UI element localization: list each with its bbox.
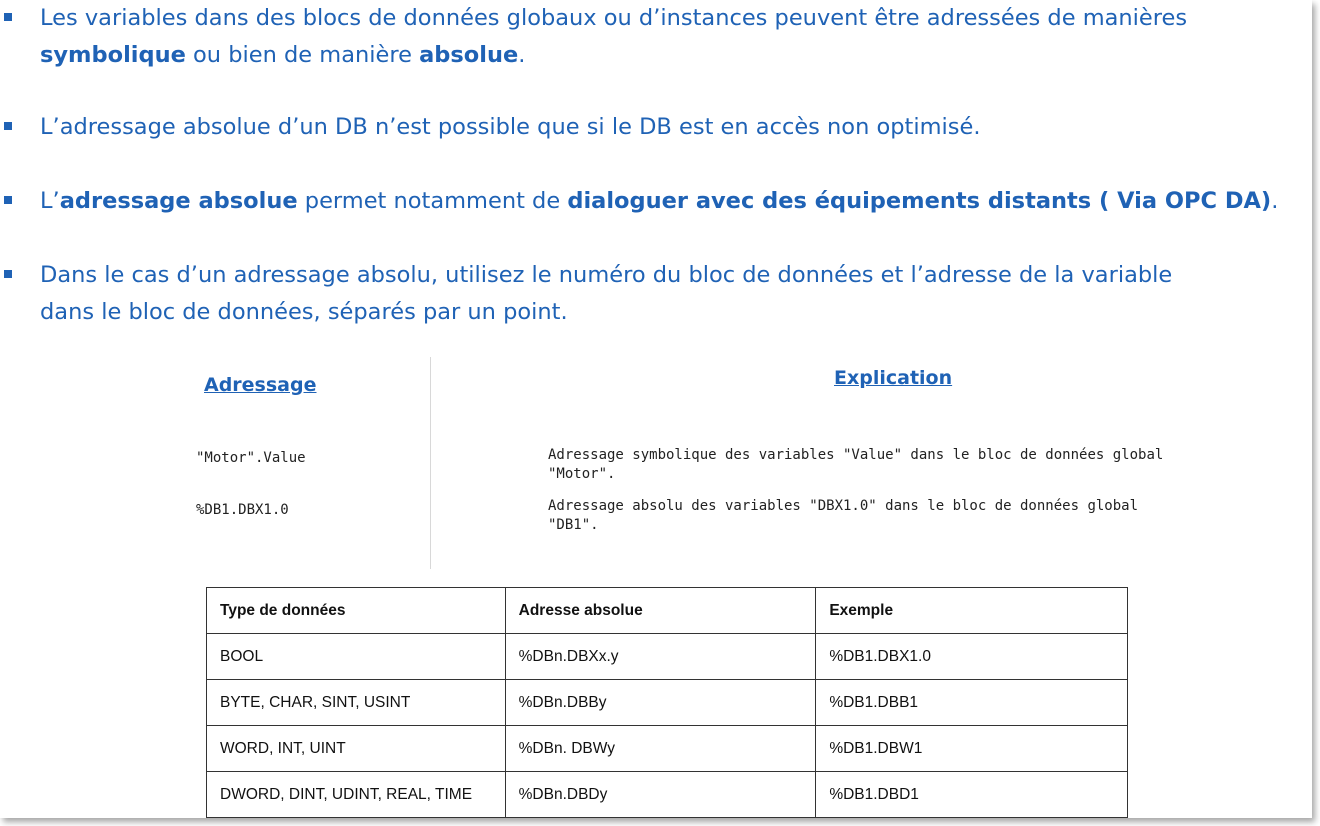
bullet-span: . (518, 42, 526, 68)
explanation-absolute-line2: "DB1". (548, 517, 599, 533)
header-address: Adresse absolue (505, 588, 816, 634)
cell-example: %DB1.DBD1 (816, 772, 1128, 818)
header-type: Type de données (207, 588, 506, 634)
bold-term: adressage absolue (59, 188, 298, 214)
cell-address: %DBn.DBBy (505, 680, 816, 726)
bullet-span: dans le bloc de données, séparés par un point. (40, 299, 568, 325)
cell-address: %DBn.DBDy (505, 772, 816, 818)
column-divider (430, 357, 431, 569)
table-row (207, 680, 1128, 726)
bullet-line (40, 257, 1172, 294)
bullet-text-4 (40, 257, 1172, 331)
cell-example: %DB1.DBX1.0 (816, 634, 1128, 680)
explanation-symbolic-line2: "Motor". (548, 466, 616, 482)
bullet-text-1 (40, 0, 1187, 74)
cell-type: WORD, INT, UINT (207, 726, 506, 772)
header-example: Exemple (816, 588, 1128, 634)
bullet-span: L’adressage absolue d’un DB n’est possible que si le DB est en accès non optimisé. (40, 114, 981, 140)
bullet-square-icon (4, 122, 12, 130)
data-type-table (206, 587, 1128, 818)
table-header-row (207, 588, 1128, 634)
cell-type: BYTE, CHAR, SINT, USINT (207, 680, 506, 726)
table-row (207, 726, 1128, 772)
bullet-line (40, 294, 1172, 331)
explanation-header: Explication (834, 367, 953, 389)
bold-term: dialoguer avec des équipements distants ( Via OPC DA) (567, 188, 1272, 214)
bullet-span: permet notamment de (297, 188, 568, 214)
bullet-span: Les variables dans des blocs de données globaux ou d’instances peuvent être adressées de manières (40, 5, 1188, 31)
bold-term: absolue (419, 42, 519, 68)
cell-type: BOOL (207, 634, 506, 680)
bullet-span: ou bien de manière (185, 42, 420, 68)
address-absolute: %DB1.DBX1.0 (196, 502, 289, 518)
bullet-span: L’ (40, 188, 60, 214)
cell-address: %DBn. DBWy (505, 726, 816, 772)
bullet-square-icon (4, 270, 12, 278)
bullet-span: . (1271, 188, 1279, 214)
table-row (207, 634, 1128, 680)
bullet-line (40, 37, 1187, 74)
table-row (207, 772, 1128, 818)
explanation-symbolic-line1: Adressage symbolique des variables "Value" dans le bloc de données global (548, 447, 1164, 463)
bold-term: symbolique (40, 42, 186, 68)
bullet-square-icon (4, 13, 12, 21)
bullet-line (40, 0, 1187, 37)
cell-type: DWORD, DINT, UDINT, REAL, TIME (207, 772, 506, 818)
cell-example: %DB1.DBW1 (816, 726, 1128, 772)
bullet-square-icon (4, 196, 12, 204)
bullet-text-2 (40, 109, 981, 146)
explanation-absolute-line1: Adressage absolu des variables "DBX1.0" dans le bloc de données global (548, 498, 1139, 514)
bullet-span: Dans le cas d’un adressage absolu, utilisez le numéro du bloc de données et l’adresse de la variable (40, 262, 1173, 288)
cell-example: %DB1.DBB1 (816, 680, 1128, 726)
cell-address: %DBn.DBXx.y (505, 634, 816, 680)
bullet-text-3 (40, 183, 1278, 220)
addressing-header: Adressage (204, 374, 317, 396)
address-symbolic: "Motor".Value (196, 450, 306, 466)
